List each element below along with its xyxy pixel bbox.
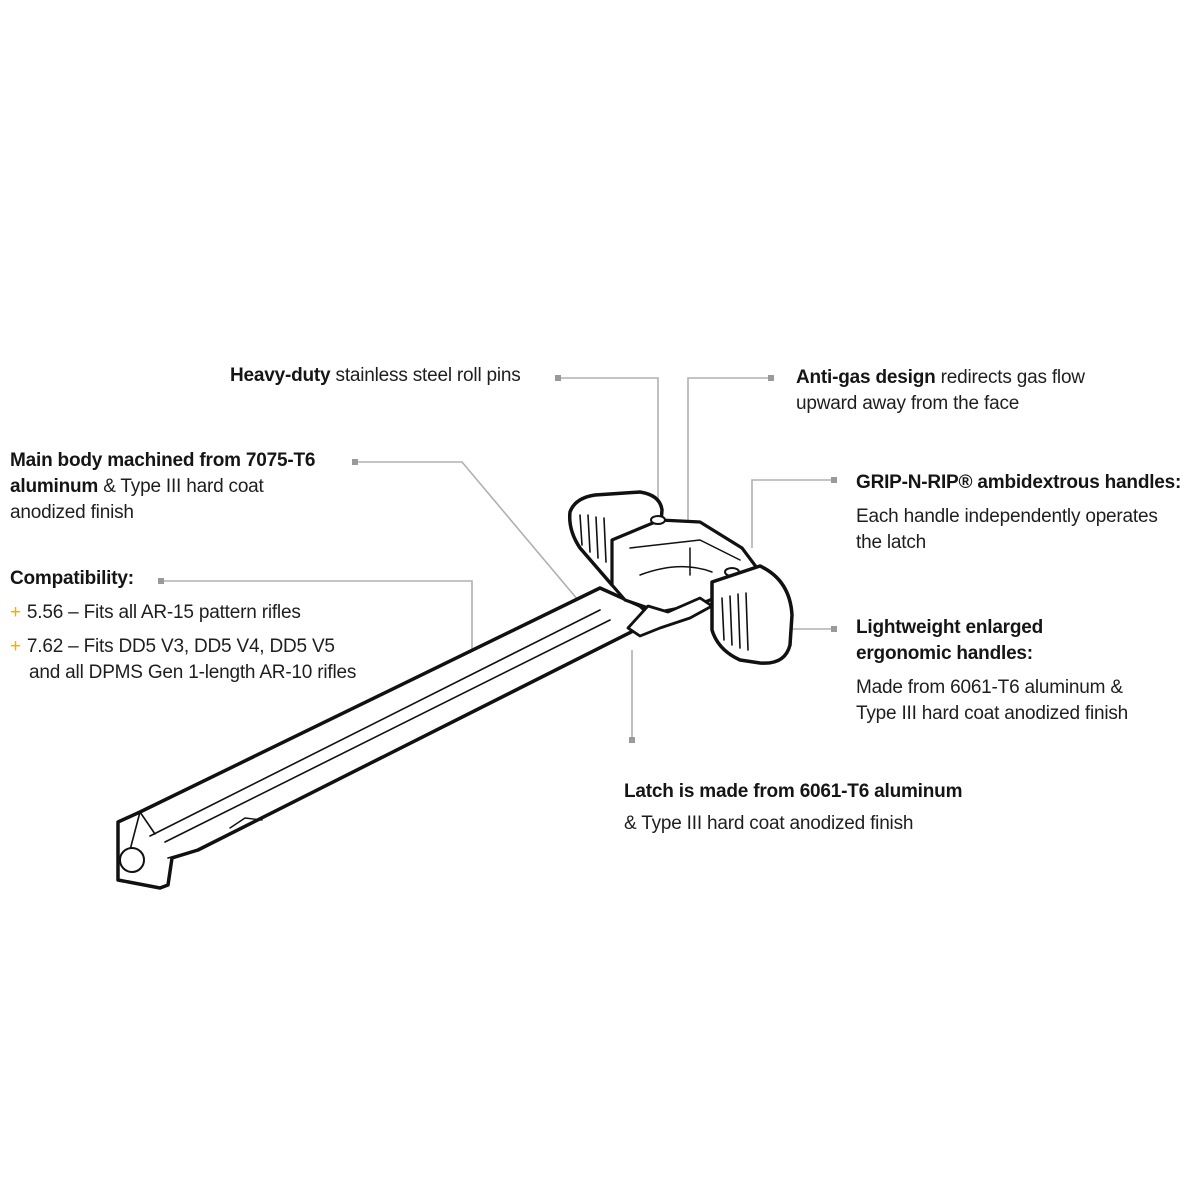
roll-pin-1 (651, 516, 665, 524)
callout-lightweight (856, 615, 1128, 727)
lightweight-text-1: Made from 6061-T6 aluminum & (856, 677, 1123, 698)
compat-item-1-text: 5.56 – Fits all AR-15 pattern rifles (26, 602, 301, 623)
bullet-plus-icon: + (10, 602, 21, 623)
roll-pins-line (230, 363, 521, 389)
compat-item-1 (10, 600, 356, 626)
lightweight-text-2: Type III hard coat anodized finish (856, 703, 1129, 724)
callout-compatibility (10, 566, 356, 686)
callout-roll-pins (230, 363, 521, 389)
grip-text-2: the latch (856, 532, 927, 553)
latch-bold: Latch is made from 6061-T6 aluminum (624, 781, 963, 802)
lightweight-line-2 (856, 641, 1128, 667)
callout-latch (624, 779, 962, 837)
leader-main-body (356, 462, 578, 600)
compat-heading-line (10, 566, 356, 592)
main-body-text-2: & Type III hard coat (98, 476, 264, 497)
compat-item-2-line-2: and all DPMS Gen 1-length AR-10 rifles (29, 662, 357, 683)
main-body-bold-1: Main body machined from 7075-T6 (10, 450, 316, 471)
compat-item-2-text: 7.62 – Fits DD5 V3, DD5 V4, DD5 V5 (26, 636, 335, 657)
marker-grip (831, 477, 837, 483)
main-body-line-1 (10, 448, 315, 474)
shaft-end-hole (120, 848, 144, 872)
leader-grip (752, 480, 834, 548)
roll-pins-bold: Heavy-duty (230, 365, 331, 386)
main-body-bold-2: aluminum (10, 476, 99, 497)
grip-line-1 (856, 470, 1181, 496)
lightweight-bold-2: ergonomic handles: (856, 643, 1033, 664)
main-body-text-3: anodized finish (10, 502, 134, 523)
marker-latch (629, 737, 635, 743)
marker-anti-gas (768, 375, 774, 381)
latch-line-1 (624, 779, 962, 805)
compat-heading: Compatibility: (10, 568, 134, 589)
right-grip-handle (712, 566, 792, 663)
compat-item-2 (10, 634, 356, 660)
grip-text-1: Each handle independently operates (856, 506, 1158, 527)
anti-gas-text-2: upward away from the face (796, 393, 1020, 414)
callout-main-body (10, 448, 315, 526)
anti-gas-text-1: redirects gas flow (935, 367, 1085, 388)
anti-gas-line-1 (796, 365, 1085, 391)
bullet-plus-icon: + (10, 636, 21, 657)
callout-grip-handles (856, 470, 1181, 556)
grip-bold: GRIP-N-RIP® ambidextrous handles: (856, 472, 1182, 493)
callout-anti-gas (796, 365, 1085, 417)
anti-gas-bold: Anti-gas design (796, 367, 936, 388)
marker-lightweight (831, 626, 837, 632)
marker-main-body (352, 459, 358, 465)
marker-roll-pins (555, 375, 561, 381)
roll-pins-text: stainless steel roll pins (330, 365, 521, 386)
latch-text: & Type III hard coat anodized finish (624, 813, 914, 834)
main-body-line-2 (10, 474, 315, 500)
lightweight-line-1 (856, 615, 1128, 641)
lightweight-bold-1: Lightweight enlarged (856, 617, 1044, 638)
